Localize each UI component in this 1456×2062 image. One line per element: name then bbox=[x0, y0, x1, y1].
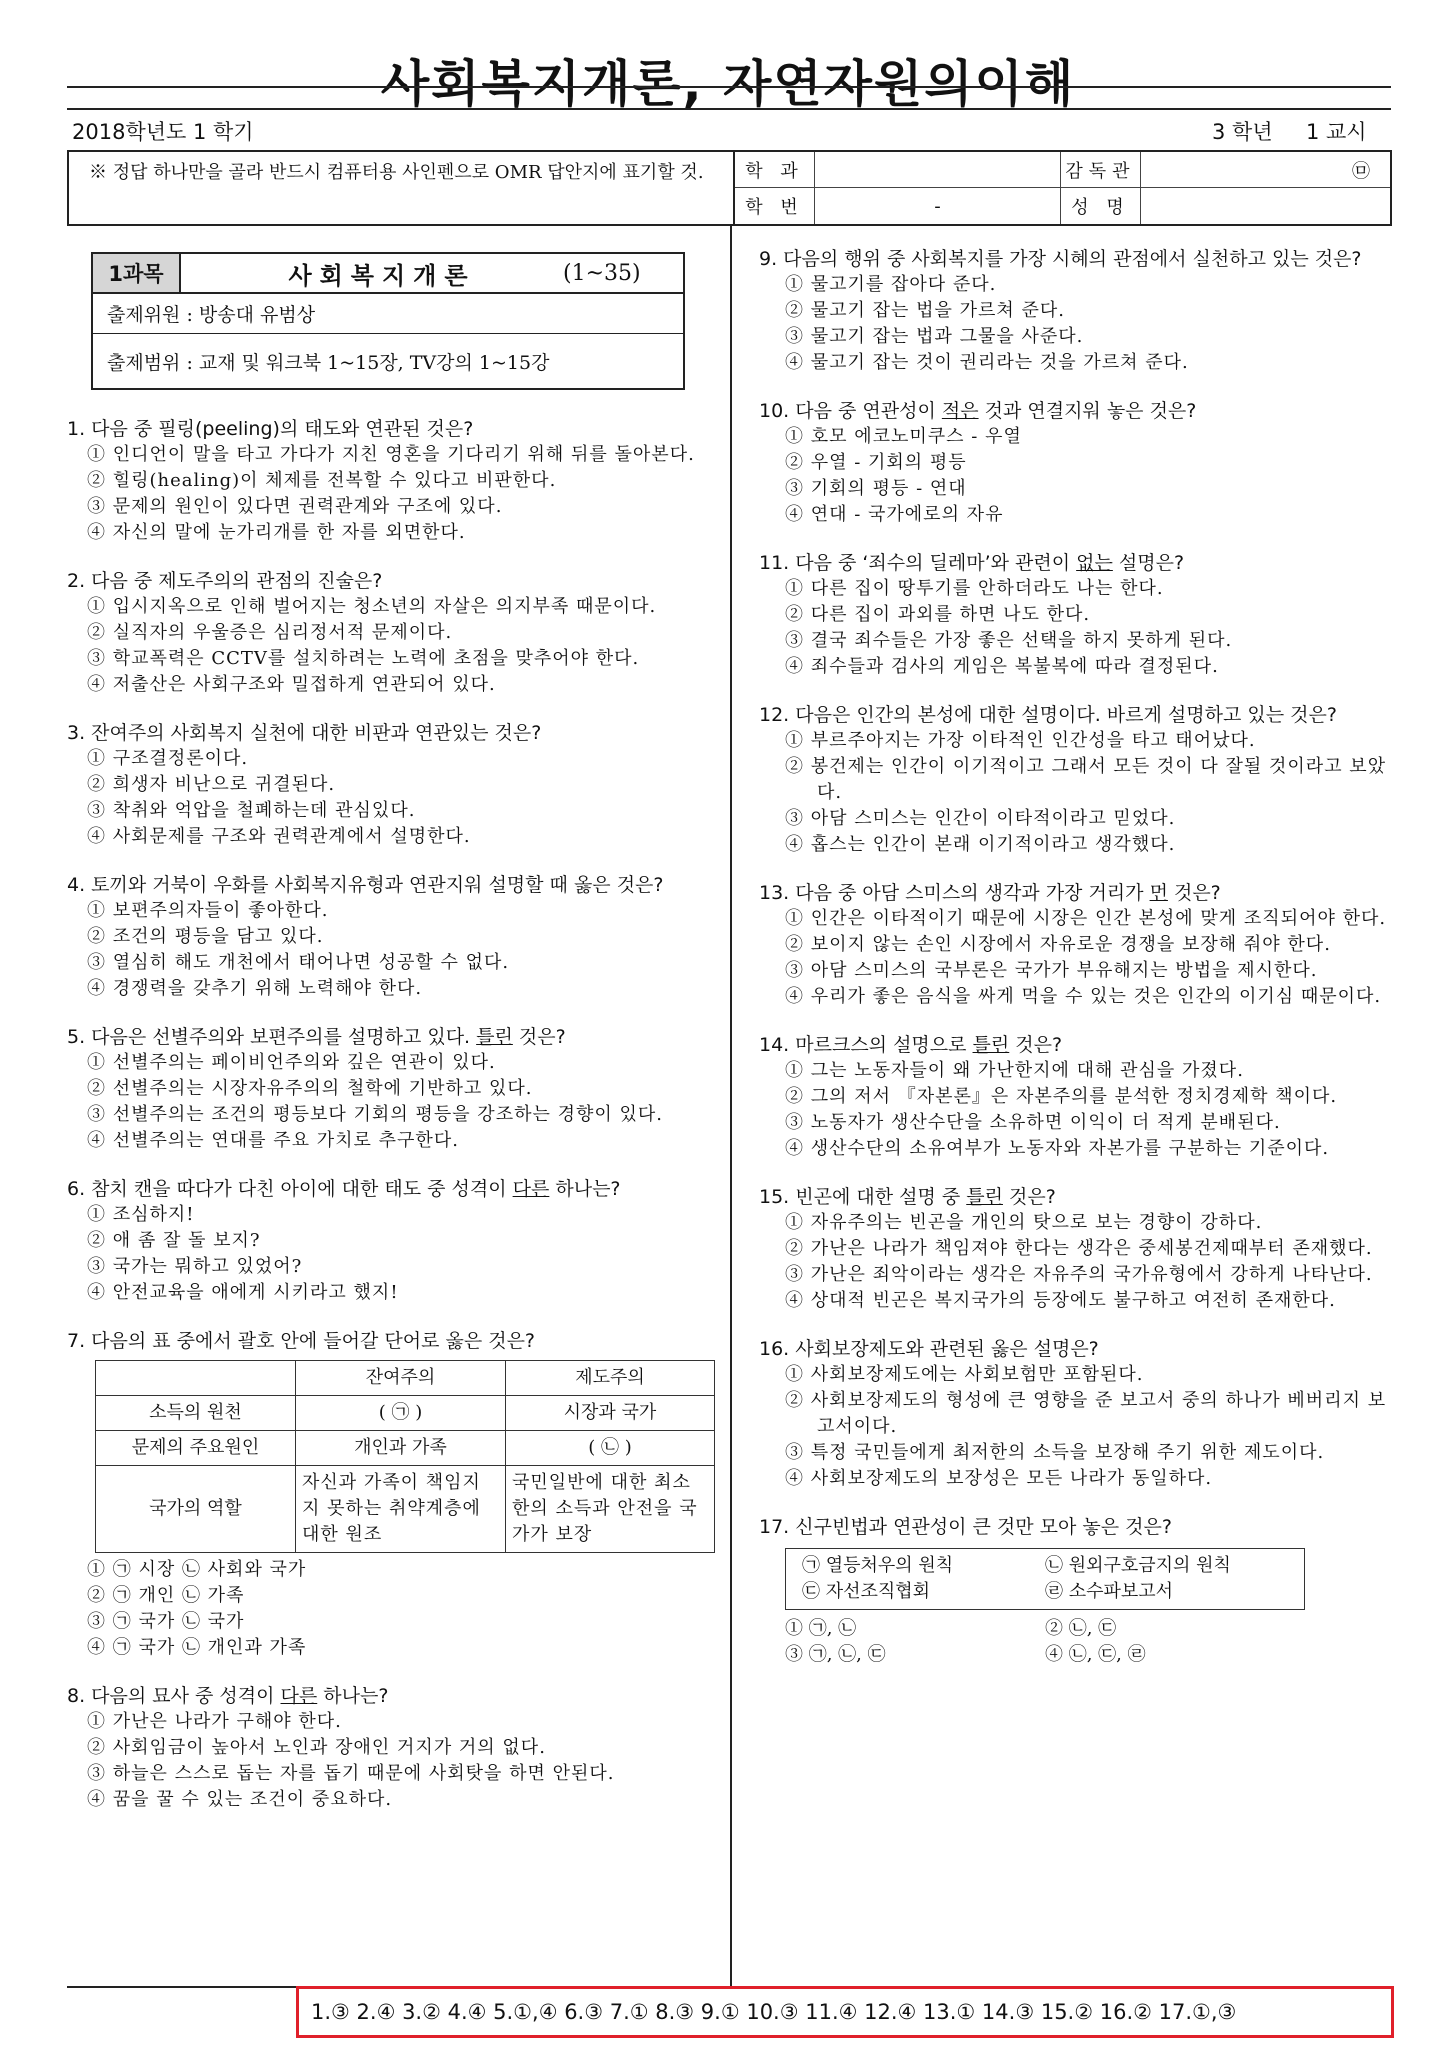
option-2[interactable]: ② 다른 집이 과외를 하면 나도 한다. bbox=[785, 604, 1091, 625]
supervisor-label: 감독관 bbox=[1061, 152, 1141, 188]
subject-range: (1~35) bbox=[563, 260, 641, 286]
option-1[interactable]: ① 자유주의는 빈곤을 개인의 탓으로 보는 경향이 강하다. bbox=[785, 1212, 1263, 1233]
option-1[interactable]: ① 다른 집이 땅투기를 안하더라도 나는 한다. bbox=[785, 578, 1164, 599]
table-cell: ( ㉠ ) bbox=[296, 1396, 506, 1431]
option-2[interactable]: ② 봉건제는 인간이 이기적이고 그래서 모든 것이 다 잘될 것이라고 보았다. bbox=[785, 756, 1387, 803]
question-stem: 2. 다음 중 제도주의의 관점의 진술은? bbox=[67, 570, 383, 592]
table-header-cell: 제도주의 bbox=[506, 1361, 715, 1396]
option-3[interactable]: ③ 기회의 평등 - 연대 bbox=[785, 478, 967, 499]
left-column bbox=[67, 232, 722, 1813]
question-stem: 12. 다음은 인간의 본성에 대한 설명이다. 바르게 설명하고 있는 것은? bbox=[759, 704, 1337, 726]
option-3[interactable]: ③ 물고기 잡는 법과 그물을 사준다. bbox=[785, 326, 1084, 347]
option-1[interactable]: ① 부르주아지는 가장 이타적인 인간성을 타고 태어났다. bbox=[785, 730, 1256, 751]
option-4[interactable]: ④ 안전교육을 애에게 시키라고 했지! bbox=[87, 1282, 399, 1303]
option-2[interactable]: ② 선별주의는 시장자유주의의 철학에 기반하고 있다. bbox=[87, 1078, 533, 1099]
option-4[interactable]: ④ 홉스는 인간이 본래 이기적이라고 생각했다. bbox=[785, 834, 1176, 855]
option-4[interactable]: ④ 꿈을 꿀 수 있는 조건이 중요하다. bbox=[87, 1789, 393, 1810]
question-5 bbox=[67, 1024, 722, 1154]
grade-period: 3 학년 1 교시 bbox=[1212, 120, 1367, 144]
option-1[interactable]: ① 보편주의자들이 좋아한다. bbox=[87, 900, 329, 921]
option-4[interactable]: ④ 생산수단의 소유여부가 노동자와 자본가를 구분하는 기준이다. bbox=[785, 1138, 1330, 1159]
question-7 bbox=[67, 1328, 722, 1661]
dept-label: 학 과 bbox=[735, 152, 815, 188]
question-8 bbox=[67, 1683, 722, 1813]
question-12 bbox=[745, 702, 1400, 858]
question-3 bbox=[67, 720, 722, 850]
subject-name: 사회복지개론 bbox=[288, 261, 476, 290]
question-stem: 13. 다음 중 아담 스미스의 생각과 가장 거리가 먼 것은? bbox=[759, 882, 1221, 904]
subject-box bbox=[91, 252, 685, 390]
option-1[interactable]: ① ㉠ 시장 ㉡ 사회와 국가 bbox=[87, 1559, 307, 1580]
option-4[interactable]: ④ 저출산은 사회구조와 밀접하게 연관되어 있다. bbox=[87, 674, 496, 695]
student-info-grid bbox=[735, 152, 1390, 224]
option-2[interactable]: ② 사회보장제도의 형성에 큰 영향을 준 보고서 중의 하나가 베버리지 보고서이다. bbox=[785, 1390, 1387, 1437]
question-17 bbox=[745, 1514, 1400, 1668]
question-11 bbox=[745, 550, 1400, 680]
option-1[interactable]: ① 구조결정론이다. bbox=[87, 748, 249, 769]
option-3[interactable]: ③ 착취와 억압을 철폐하는데 관심있다. bbox=[87, 800, 416, 821]
option-1[interactable]: ① 선별주의는 페이비언주의와 깊은 연관이 있다. bbox=[87, 1052, 496, 1073]
option-1[interactable]: ① 입시지옥으로 인해 벌어지는 청소년의 자살은 의지부족 때문이다. bbox=[87, 596, 657, 617]
student-id-label: 학 번 bbox=[735, 188, 815, 224]
question-2 bbox=[67, 568, 722, 698]
question-stem: 9. 다음의 행위 중 사회복지를 가장 시혜의 관점에서 실천하고 있는 것은? bbox=[759, 248, 1362, 270]
question-15 bbox=[745, 1184, 1400, 1314]
option-4[interactable]: ④ ㉡, ㉢, ㉣ bbox=[1045, 1644, 1146, 1665]
option-2[interactable]: ② 물고기 잡는 법을 가르쳐 준다. bbox=[785, 300, 1065, 321]
title-rule-top bbox=[67, 86, 1391, 88]
option-3[interactable]: ③ 문제의 원인이 있다면 권력관계와 구조에 있다. bbox=[87, 496, 503, 517]
option-1[interactable]: ① 사회보장제도에는 사회보험만 포함된다. bbox=[785, 1364, 1144, 1385]
question-13 bbox=[745, 880, 1400, 1010]
option-2[interactable]: ② ㉡, ㉢ bbox=[1045, 1618, 1117, 1639]
option-2[interactable]: ② 보이지 않는 손인 시장에서 자유로운 경쟁을 보장해 줘야 한다. bbox=[785, 934, 1331, 955]
option-3[interactable]: ③ 학교폭력은 CCTV를 설치하려는 노력에 초점을 맞추어야 한다. bbox=[87, 648, 640, 669]
question-6 bbox=[67, 1176, 722, 1306]
right-column bbox=[745, 232, 1400, 1668]
question-stem: 14. 마르크스의 설명으로 틀린 것은? bbox=[759, 1034, 1063, 1056]
option-2[interactable]: ② 조건의 평등을 담고 있다. bbox=[87, 926, 324, 947]
question-stem: 11. 다음 중 ‘죄수의 딜레마’와 관련이 없는 설명은? bbox=[759, 552, 1185, 574]
question-stem: 16. 사회보장제도와 관련된 옳은 설명은? bbox=[759, 1338, 1099, 1360]
option-2[interactable]: ② 힐링(healing)이 체제를 전복할 수 있다고 비판한다. bbox=[87, 470, 557, 491]
option-1[interactable]: ① 그는 노동자들이 왜 가난한지에 대해 관심을 가졌다. bbox=[785, 1060, 1244, 1081]
option-4[interactable]: ④ 연대 - 국가에로의 자유 bbox=[785, 504, 1004, 525]
choice-item: ㉠ 열등처우의 원칙 bbox=[802, 1555, 954, 1576]
table-cell: 국민일반에 대한 최소한의 소득과 안전을 국가가 보장 bbox=[506, 1466, 715, 1553]
option-3[interactable]: ③ ㉠, ㉡, ㉢ bbox=[785, 1644, 886, 1665]
table-cell: 국가의 역할 bbox=[96, 1466, 296, 1553]
question-stem: 10. 다음 중 연관성이 적은 것과 연결지워 놓은 것은? bbox=[759, 400, 1197, 422]
question-stem: 7. 다음의 표 중에서 괄호 안에 들어갈 단어로 옳은 것은? bbox=[67, 1330, 536, 1352]
option-3[interactable]: ③ 선별주의는 조건의 평등보다 기회의 평등을 강조하는 경향이 있다. bbox=[87, 1104, 663, 1125]
student-id-field[interactable]: - bbox=[815, 188, 1061, 224]
table-header-cell bbox=[96, 1361, 296, 1396]
subject-author: 출제위원 : 방송대 유범상 bbox=[93, 294, 683, 334]
name-field[interactable] bbox=[1141, 188, 1390, 224]
option-3[interactable]: ③ 결국 죄수들은 가장 좋은 선택을 하지 못하게 된다. bbox=[785, 630, 1233, 651]
option-4[interactable]: ④ ㉠ 국가 ㉡ 개인과 가족 bbox=[87, 1637, 307, 1658]
option-4[interactable]: ④ 물고기 잡는 것이 권리라는 것을 가르쳐 준다. bbox=[785, 352, 1189, 373]
question-14 bbox=[745, 1032, 1400, 1162]
answer-key-box: 1.③ 2.④ 3.② 4.④ 5.①,④ 6.③ 7.① 8.③ 9.① 10.③ 11.④ 12.④ 13.① 14.③ 15.② 16.② 17.①,③ bbox=[296, 1986, 1394, 2038]
name-label: 성 명 bbox=[1061, 188, 1141, 224]
comparison-table bbox=[95, 1360, 715, 1553]
option-4[interactable]: ④ 사회보장제도의 보장성은 모든 나라가 동일하다. bbox=[785, 1468, 1213, 1489]
option-3[interactable]: ③ 특정 국민들에게 최저한의 소득을 보장해 주기 위한 제도이다. bbox=[785, 1442, 1325, 1463]
question-stem: 3. 잔여주의 사회복지 실천에 대한 비판과 연관있는 것은? bbox=[67, 722, 542, 744]
option-4[interactable]: ④ 상대적 빈곤은 복지국가의 등장에도 불구하고 여전히 존재한다. bbox=[785, 1290, 1336, 1311]
option-2[interactable]: ② 애 좀 잘 돌 보지? bbox=[87, 1230, 261, 1251]
choice-item: ㉣ 소수파보고서 bbox=[1045, 1581, 1174, 1602]
question-stem: 4. 토끼와 거북이 우화를 사회복지유형과 연관지워 설명할 때 옳은 것은? bbox=[67, 874, 664, 896]
option-4[interactable]: ④ 우리가 좋은 음식을 싸게 먹을 수 있는 것은 인간의 이기심 때문이다. bbox=[785, 986, 1382, 1007]
option-2[interactable]: ② 희생자 비난으로 귀결된다. bbox=[87, 774, 336, 795]
table-cell: 소득의 원천 bbox=[96, 1396, 296, 1431]
table-cell: 시장과 국가 bbox=[506, 1396, 715, 1431]
exam-title: 사회복지개론, 자연자원의이해 bbox=[380, 55, 1076, 113]
dept-field[interactable] bbox=[815, 152, 1061, 188]
option-4[interactable]: ④ 죄수들과 검사의 게임은 복불복에 따라 결정된다. bbox=[785, 656, 1219, 677]
option-2[interactable]: ② 우열 - 기회의 평등 bbox=[785, 452, 967, 473]
question-9 bbox=[745, 246, 1400, 376]
choice-box bbox=[785, 1548, 1305, 1610]
option-1[interactable]: ① 물고기를 잡아다 준다. bbox=[785, 274, 997, 295]
column-divider bbox=[730, 226, 732, 1986]
option-3[interactable]: ③ ㉠ 국가 ㉡ 국가 bbox=[87, 1611, 245, 1632]
option-1[interactable]: ① 조심하지! bbox=[87, 1204, 195, 1225]
option-1[interactable]: ① 인디언이 말을 타고 가다가 지친 영혼을 기다리기 위해 뒤를 돌아본다. bbox=[87, 444, 695, 465]
table-cell: 문제의 주요원인 bbox=[96, 1431, 296, 1466]
question-16 bbox=[745, 1336, 1400, 1492]
option-2[interactable]: ② 사회임금이 높아서 노인과 장애인 거지가 거의 없다. bbox=[87, 1737, 546, 1758]
option-3[interactable]: ③ 가난은 죄악이라는 생각은 자유주의 국가유형에서 강하게 나타난다. bbox=[785, 1264, 1373, 1285]
option-4[interactable]: ④ 경쟁력을 갖추기 위해 노력해야 한다. bbox=[87, 978, 423, 999]
option-2[interactable]: ② 가난은 나라가 책임져야 한다는 생각은 중세봉건제때부터 존재했다. bbox=[785, 1238, 1373, 1259]
table-cell: 자신과 가족이 책임지지 못하는 취약계층에 대한 원조 bbox=[296, 1466, 506, 1553]
option-1[interactable]: ① ㉠, ㉡ bbox=[785, 1618, 857, 1639]
option-4[interactable]: ④ 사회문제를 구조와 권력관계에서 설명한다. bbox=[87, 826, 471, 847]
omr-notice: ※ 정답 하나만을 골라 반드시 컴퓨터용 사인펜으로 OMR 답안지에 표기할 것. bbox=[69, 152, 735, 224]
question-stem: 1. 다음 중 필링(peeling)의 태도와 연관된 것은? bbox=[67, 418, 474, 440]
option-1[interactable]: ① 가난은 나라가 구해야 한다. bbox=[87, 1711, 342, 1732]
option-3[interactable]: ③ 노동자가 생산수단을 소유하면 이익이 더 적게 분배된다. bbox=[785, 1112, 1281, 1133]
option-3[interactable]: ③ 열심히 해도 개천에서 태어나면 성공할 수 없다. bbox=[87, 952, 510, 973]
question-10 bbox=[745, 398, 1400, 528]
question-stem: 15. 빈곤에 대한 설명 중 틀린 것은? bbox=[759, 1186, 1056, 1208]
question-stem: 8. 다음의 묘사 중 성격이 다른 하나는? bbox=[67, 1685, 389, 1707]
option-3[interactable]: ③ 하늘은 스스로 돕는 자를 돕기 때문에 사회탓을 하면 안된다. bbox=[87, 1763, 615, 1784]
choice-item: ㉢ 자선조직협회 bbox=[802, 1581, 931, 1602]
option-2[interactable]: ② 그의 저서 『자본론』은 자본주의를 분석한 정치경제학 책이다. bbox=[785, 1086, 1338, 1107]
option-3[interactable]: ③ 국가는 뭐하고 있었어? bbox=[87, 1256, 303, 1277]
choice-item: ㉡ 원외구호금지의 원칙 bbox=[1045, 1555, 1231, 1576]
question-1 bbox=[67, 416, 722, 546]
option-4[interactable]: ④ 선별주의는 연대를 주요 가치로 추구한다. bbox=[87, 1130, 459, 1151]
question-4 bbox=[67, 872, 722, 1002]
title-rule-bottom bbox=[67, 108, 1391, 110]
table-header-cell: 잔여주의 bbox=[296, 1361, 506, 1396]
subject-scope: 출제범위 : 교재 및 워크북 1~15장, TV강의 1~15강 bbox=[107, 351, 550, 374]
question-stem: 5. 다음은 선별주의와 보편주의를 설명하고 있다. 틀린 것은? bbox=[67, 1026, 566, 1048]
option-1[interactable]: ① 인간은 이타적이기 때문에 시장은 인간 본성에 맞게 조직되어야 한다. bbox=[785, 908, 1387, 929]
subject-tag: 1과목 bbox=[93, 254, 181, 292]
table-cell: 개인과 가족 bbox=[296, 1431, 506, 1466]
option-3[interactable]: ③ 아담 스미스는 인간이 이타적이라고 믿었다. bbox=[785, 808, 1176, 829]
option-3[interactable]: ③ 아담 스미스의 국부론은 국가가 부유해지는 방법을 제시한다. bbox=[785, 960, 1318, 981]
table-cell: ( ㉡ ) bbox=[506, 1431, 715, 1466]
option-2[interactable]: ② 실직자의 우울증은 심리정서적 문제이다. bbox=[87, 622, 453, 643]
exam-info-box bbox=[67, 150, 1392, 226]
option-2[interactable]: ② ㉠ 개인 ㉡ 가족 bbox=[87, 1585, 245, 1606]
question-stem: 6. 참치 캔을 따다가 다친 아이에 대한 태도 중 성격이 다른 하나는? bbox=[67, 1178, 621, 1200]
supervisor-seal: ㉤ bbox=[1141, 152, 1390, 188]
option-grid bbox=[745, 1616, 1400, 1668]
year-term: 2018학년도 1 학기 bbox=[72, 120, 254, 144]
option-1[interactable]: ① 호모 에코노미쿠스 - 우열 bbox=[785, 426, 1022, 447]
option-4[interactable]: ④ 자신의 말에 눈가리개를 한 자를 외면한다. bbox=[87, 522, 466, 543]
question-stem: 17. 신구빈법과 연관성이 큰 것만 모아 놓은 것은? bbox=[759, 1516, 1172, 1538]
